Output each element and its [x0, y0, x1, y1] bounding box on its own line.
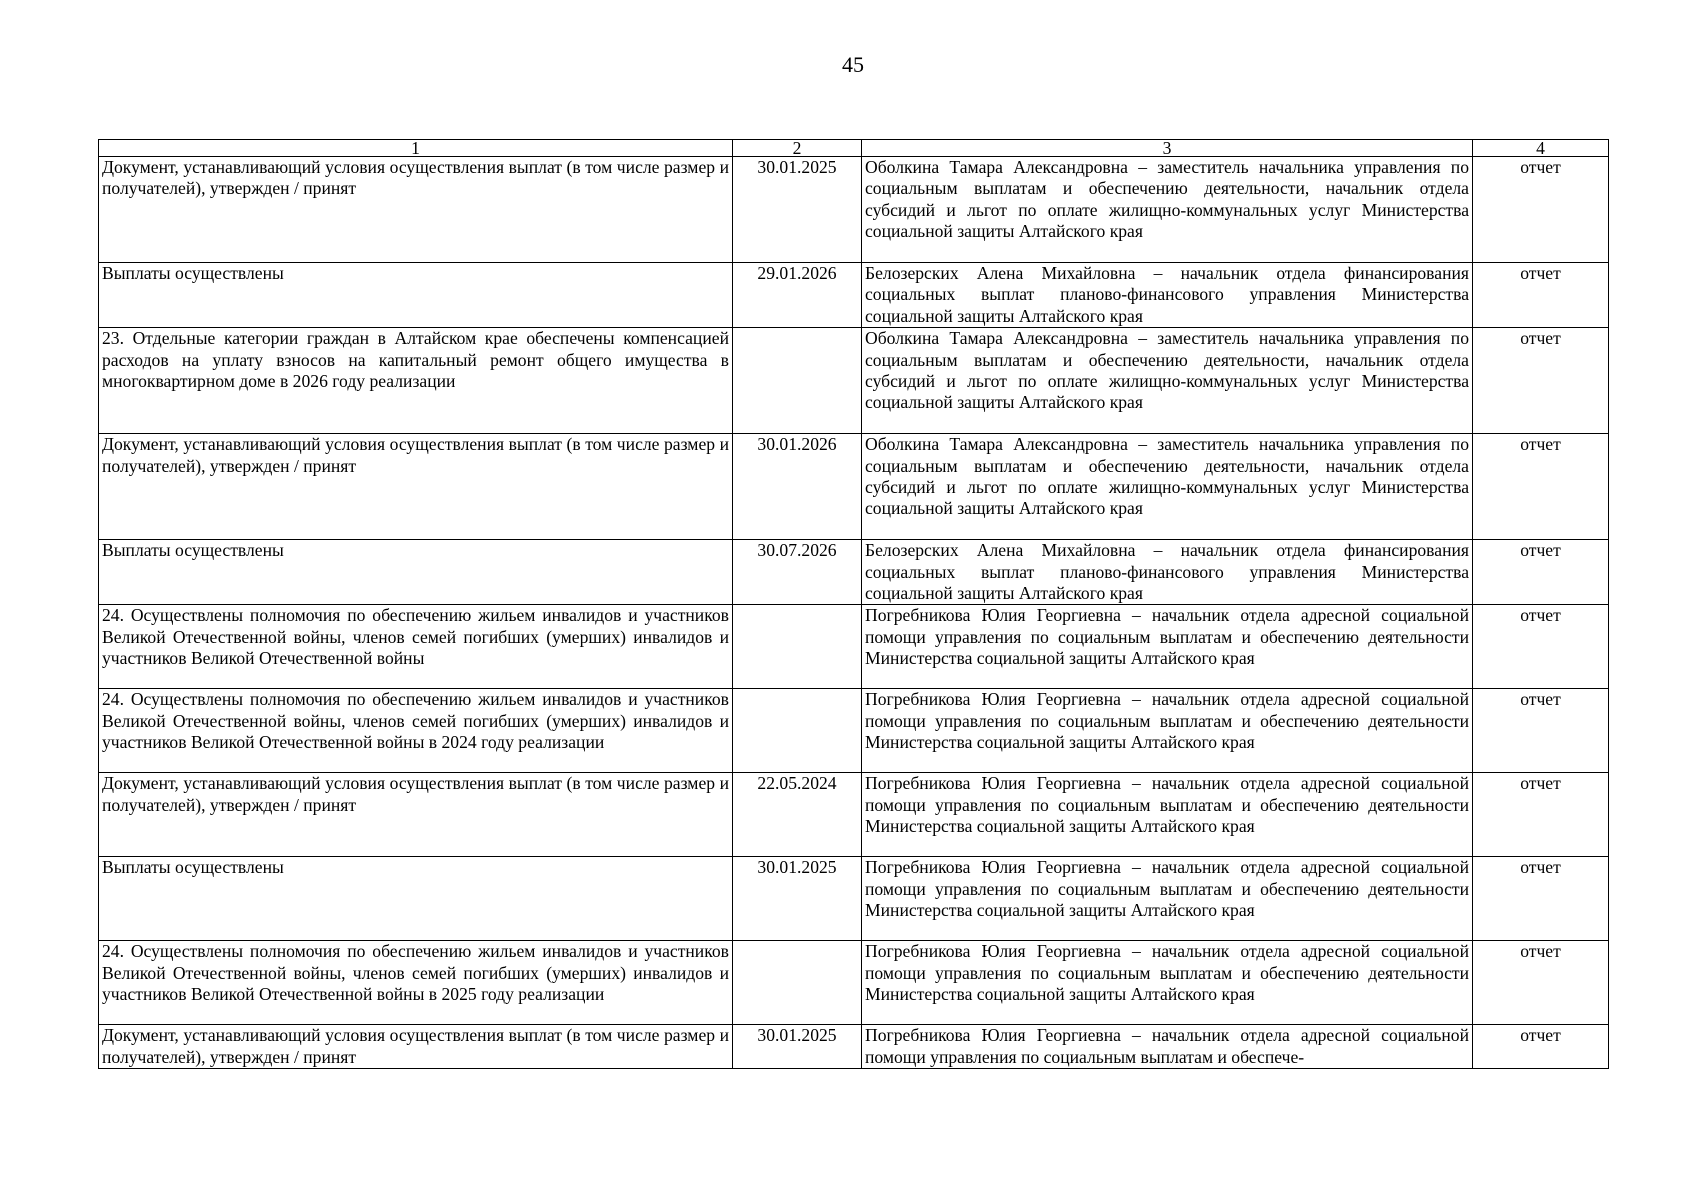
row-event-cell: Выплаты осуществлены — [99, 857, 733, 941]
row-responsible-cell: Погребникова Юлия Георгиевна – начальник отдела адресной социальной помощи управления по социальным выплатам и обеспечению деятельности Министерства социальной защиты Алтайского края — [862, 689, 1473, 773]
row-date-cell — [733, 689, 862, 773]
row-responsible-cell: Погребникова Юлия Георгиевна – начальник отдела адресной социальной помощи управления по социальным выплатам и обеспечению деятельности Министерства социальной защиты Алтайского края — [862, 605, 1473, 689]
row-responsible-cell: Погребникова Юлия Георгиевна – начальник отдела адресной социальной помощи управления по социальным выплатам и обеспечению деятельности Министерства социальной защиты Алтайского края — [862, 941, 1473, 1025]
row-event-cell: 24. Осуществлены полномочия по обеспечению жильем инвалидов и участников Великой Отечественной войны, членов семей погибших (умерших) инвалидов и участников Великой Отечественной войны — [99, 605, 733, 689]
row-result-cell: отчет — [1473, 941, 1609, 1025]
table-row — [99, 857, 1609, 941]
row-date-cell: 30.01.2025 — [733, 857, 862, 941]
row-event-cell: Выплаты осуществлены — [99, 263, 733, 328]
row-responsible-cell: Белозерских Алена Михайловна – начальник отдела финансирования социальных выплат планово-финансового управления Министерства социальной защиты Алтайского края — [862, 540, 1473, 605]
row-responsible-cell: Оболкина Тамара Александровна – заместитель начальника управления по социальным выплатам и обеспечению деятельности, начальник отдела субсидий и льгот по оплате жилищно-коммунальных услуг Министерства социальной защиты Алтайского края — [862, 434, 1473, 540]
table-row — [99, 689, 1609, 773]
row-event-cell: Документ, устанавливающий условия осуществления выплат (в том числе размер и получателей), утвержден / принят — [99, 773, 733, 857]
row-result-cell: отчет — [1473, 1025, 1609, 1069]
row-event-cell: Документ, устанавливающий условия осуществления выплат (в том числе размер и получателей), утвержден / принят — [99, 434, 733, 540]
row-date-cell: 30.01.2025 — [733, 157, 862, 263]
row-event-cell: 24. Осуществлены полномочия по обеспечению жильем инвалидов и участников Великой Отечественной войны, членов семей погибших (умерших) инвалидов и участников Великой Отечественной войны в 2025 году реализации — [99, 941, 733, 1025]
row-result-cell: отчет — [1473, 540, 1609, 605]
row-date-cell: 29.01.2026 — [733, 263, 862, 328]
table-body — [99, 157, 1609, 1069]
header-col-2: 2 — [733, 140, 862, 157]
row-date-cell — [733, 941, 862, 1025]
row-responsible-cell: Погребникова Юлия Георгиевна – начальник отдела адресной социальной помощи управления по социальным выплатам и обеспечению деятельности Министерства социальной защиты Алтайского края — [862, 857, 1473, 941]
page-number: 45 — [842, 52, 864, 77]
row-result-cell: отчет — [1473, 263, 1609, 328]
header-row — [99, 140, 1609, 157]
table-row — [99, 434, 1609, 540]
row-responsible-cell: Белозерских Алена Михайловна – начальник отдела финансирования социальных выплат планово-финансового управления Министерства социальной защиты Алтайского края — [862, 263, 1473, 328]
row-responsible-cell: Погребникова Юлия Георгиевна – начальник отдела адресной социальной помощи управления по социальным выплатам и обеспечению деятельности Министерства социальной защиты Алтайского края — [862, 773, 1473, 857]
row-result-cell: отчет — [1473, 689, 1609, 773]
row-date-cell: 30.01.2025 — [733, 1025, 862, 1069]
row-result-cell: отчет — [1473, 157, 1609, 263]
header-col-3: 3 — [862, 140, 1473, 157]
header-col-4: 4 — [1473, 140, 1609, 157]
table-row — [99, 773, 1609, 857]
table-row — [99, 941, 1609, 1025]
row-result-cell: отчет — [1473, 434, 1609, 540]
table-row — [99, 605, 1609, 689]
table-row — [99, 540, 1609, 605]
row-date-cell — [733, 605, 862, 689]
row-date-cell — [733, 328, 862, 434]
row-responsible-cell: Оболкина Тамара Александровна – заместитель начальника управления по социальным выплатам и обеспечению деятельности, начальник отдела субсидий и льгот по оплате жилищно-коммунальных услуг Министерства социальной защиты Алтайского края — [862, 328, 1473, 434]
row-event-cell: Документ, устанавливающий условия осуществления выплат (в том числе размер и получателей), утвержден / принят — [99, 157, 733, 263]
table-row — [99, 328, 1609, 434]
table-row — [99, 263, 1609, 328]
row-result-cell: отчет — [1473, 773, 1609, 857]
row-date-cell: 22.05.2024 — [733, 773, 862, 857]
header-col-1: 1 — [99, 140, 733, 157]
row-result-cell: отчет — [1473, 605, 1609, 689]
row-event-cell: 24. Осуществлены полномочия по обеспечению жильем инвалидов и участников Великой Отечественной войны, членов семей погибших (умерших) инвалидов и участников Великой Отечественной войны в 2024 году реализации — [99, 689, 733, 773]
row-event-cell: 23. Отдельные категории граждан в Алтайском крае обеспечены компенсацией расходов на уплату взносов на капитальный ремонт общего имущества в многоквартирном доме в 2026 году реализации — [99, 328, 733, 434]
row-event-cell: Выплаты осуществлены — [99, 540, 733, 605]
plan-table — [98, 139, 1609, 1069]
row-event-cell: Документ, устанавливающий условия осуществления выплат (в том числе размер и получателей), утвержден / принят — [99, 1025, 733, 1069]
row-date-cell: 30.01.2026 — [733, 434, 862, 540]
table-row — [99, 157, 1609, 263]
table-row — [99, 1025, 1609, 1069]
row-result-cell: отчет — [1473, 328, 1609, 434]
row-responsible-cell: Погребникова Юлия Георгиевна – начальник отдела адресной социальной помощи управления по социальным выплатам и обеспече- — [862, 1025, 1473, 1069]
row-date-cell: 30.07.2026 — [733, 540, 862, 605]
row-responsible-cell: Оболкина Тамара Александровна – заместитель начальника управления по социальным выплатам и обеспечению деятельности, начальник отдела субсидий и льгот по оплате жилищно-коммунальных услуг Министерства социальной защиты Алтайского края — [862, 157, 1473, 263]
row-result-cell: отчет — [1473, 857, 1609, 941]
